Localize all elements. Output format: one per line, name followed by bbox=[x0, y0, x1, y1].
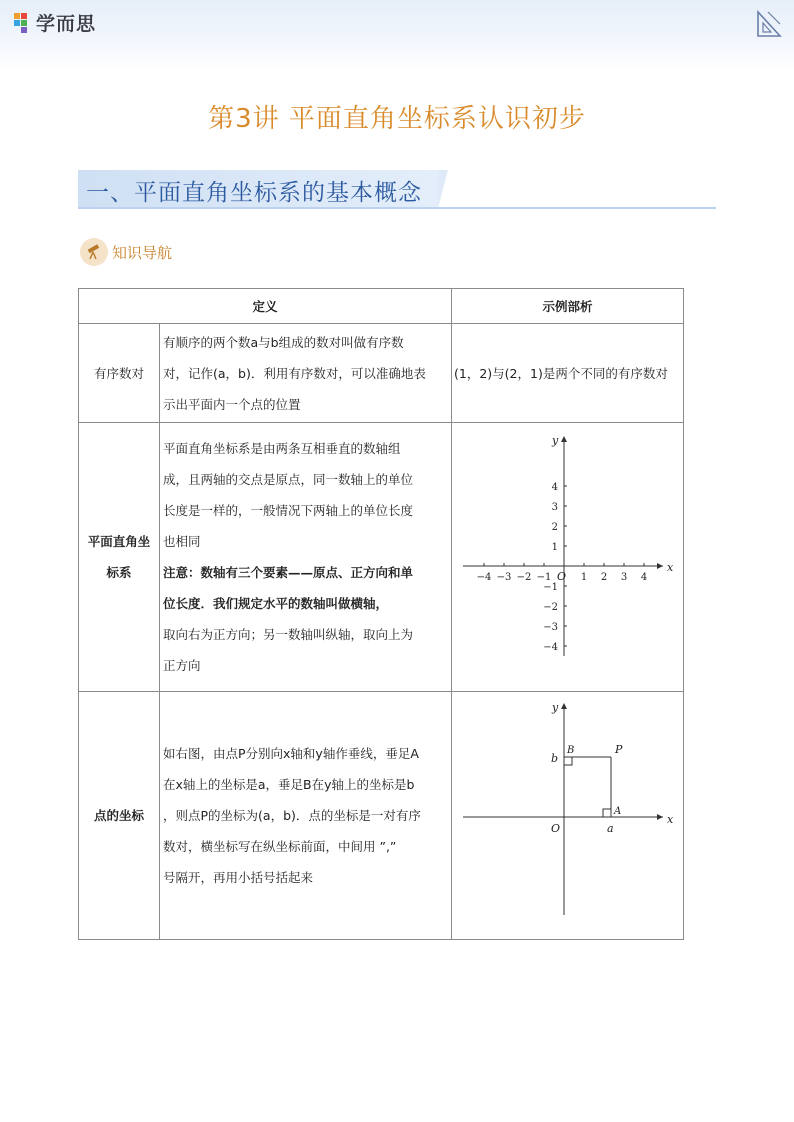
point-a-label: A bbox=[614, 806, 622, 817]
header-example: 示例部析 bbox=[452, 289, 684, 324]
definition-cell bbox=[160, 324, 452, 423]
x-axis-arrow bbox=[657, 814, 663, 820]
definition-line: 有顺序的两个数a与b组成的数对叫做有序数 bbox=[163, 334, 404, 350]
table-header-row bbox=[79, 289, 684, 324]
x-tick-label: −4 bbox=[476, 572, 492, 583]
knowledge-nav bbox=[80, 238, 172, 266]
term-point-coordinates: 点的坐标 bbox=[79, 692, 160, 940]
definition-line: 对，记作(a，b)．利用有序数对，可以准确地表 bbox=[163, 365, 426, 381]
x-axis-label: x bbox=[667, 561, 674, 574]
definition-line: ，则点P的坐标为(a，b)．点的坐标是一对有序 bbox=[163, 808, 421, 823]
header-definition: 定义 bbox=[79, 289, 452, 324]
origin-label: O bbox=[557, 570, 567, 583]
ruler-triangle-icon bbox=[756, 10, 782, 38]
telescope-icon bbox=[80, 238, 108, 266]
a-value-label: a bbox=[607, 822, 614, 835]
y-tick-label: 3 bbox=[551, 502, 559, 513]
term-line: 标系 bbox=[106, 565, 132, 580]
section-title: 一、平面直角坐标系的基本概念 bbox=[86, 180, 422, 206]
logo-text: 学而思 bbox=[36, 12, 97, 35]
page-title: 第3讲 平面直角坐标系认识初步 bbox=[208, 104, 586, 134]
logo-icon bbox=[14, 11, 32, 33]
coordinate-axes-figure bbox=[452, 423, 684, 692]
definition-line: 号隔开，再用小括号括起来 bbox=[163, 870, 314, 885]
y-tick-label: −4 bbox=[543, 642, 559, 653]
point-p-label: P bbox=[615, 743, 623, 756]
y-tick-label: −2 bbox=[543, 602, 559, 613]
table-row bbox=[79, 324, 684, 423]
nav-label: 知识导航 bbox=[112, 243, 173, 262]
note-line: 位长度．我们规定水平的数轴叫做横轴， bbox=[163, 596, 389, 611]
point-b-label: B bbox=[567, 745, 575, 756]
origin-label: O bbox=[551, 822, 561, 835]
definition-cell bbox=[160, 692, 452, 940]
y-axis-arrow bbox=[561, 703, 567, 709]
y-tick-label: 4 bbox=[551, 482, 559, 493]
x-tick-label: −2 bbox=[516, 572, 532, 583]
x-tick-label: −1 bbox=[536, 572, 552, 583]
definition-cell bbox=[160, 423, 452, 692]
x-tick-label: 4 bbox=[640, 572, 648, 583]
x-tick-label: 2 bbox=[600, 572, 608, 583]
y-tick-label: 2 bbox=[551, 522, 559, 533]
definition-line: 数对，横坐标写在纵坐标前面，中间用 ”,” bbox=[163, 839, 397, 854]
y-axis-arrow bbox=[561, 436, 567, 442]
definition-line: 正方向 bbox=[163, 658, 201, 673]
definition-line: 也相同 bbox=[163, 534, 201, 549]
x-tick-label: −3 bbox=[496, 572, 512, 583]
right-angle-marker-b bbox=[564, 757, 572, 765]
y-tick-label: −3 bbox=[543, 622, 559, 633]
definition-line: 平面直角坐标系是由两条互相垂直的数轴组 bbox=[163, 441, 401, 456]
note-line: 注意：数轴有三个要素——原点、正方向和单 bbox=[163, 565, 414, 580]
example-text: (1，2)与(2，1)是两个不同的有序数对 bbox=[452, 324, 684, 423]
x-tick-label: 3 bbox=[620, 572, 628, 583]
term-line: 平面直角坐 bbox=[87, 534, 151, 549]
x-axis-arrow bbox=[657, 563, 663, 569]
y-tick-label: −1 bbox=[543, 582, 559, 593]
point-coordinate-figure bbox=[452, 692, 684, 940]
definition-line: 示出平面内一个点的位置 bbox=[163, 396, 301, 412]
b-value-label: b bbox=[551, 752, 559, 765]
y-axis-label: y bbox=[552, 701, 559, 714]
table-row bbox=[79, 423, 684, 692]
logo bbox=[14, 8, 96, 36]
definition-line: 长度是一样的，一般情况下两轴上的单位长度 bbox=[163, 503, 414, 518]
term-coordinate-system bbox=[79, 423, 160, 692]
section-header bbox=[78, 170, 716, 210]
definition-line: 如右图，由点P分别向x轴和y轴作垂线，垂足A bbox=[163, 746, 419, 761]
axes-graph bbox=[453, 424, 683, 679]
definition-line: 取向右为正方向；另一数轴叫纵轴，取向上为 bbox=[163, 627, 414, 642]
section-tab bbox=[438, 170, 448, 208]
definition-line: 成，且两轴的交点是原点，同一数轴上的单位 bbox=[163, 472, 414, 487]
right-angle-marker-a bbox=[603, 809, 611, 817]
y-tick-label: 1 bbox=[551, 542, 559, 553]
header-band bbox=[0, 0, 794, 70]
point-graph bbox=[453, 693, 683, 927]
term-ordered-pair: 有序数对 bbox=[79, 324, 160, 423]
y-axis-label: y bbox=[552, 434, 559, 447]
table-row bbox=[79, 692, 684, 940]
concept-table bbox=[78, 288, 684, 940]
section-underline bbox=[78, 207, 716, 209]
x-tick-label: 1 bbox=[580, 572, 588, 583]
definition-line: 在x轴上的坐标是a，垂足B在y轴上的坐标是b bbox=[163, 777, 415, 792]
x-axis-label: x bbox=[667, 813, 674, 826]
